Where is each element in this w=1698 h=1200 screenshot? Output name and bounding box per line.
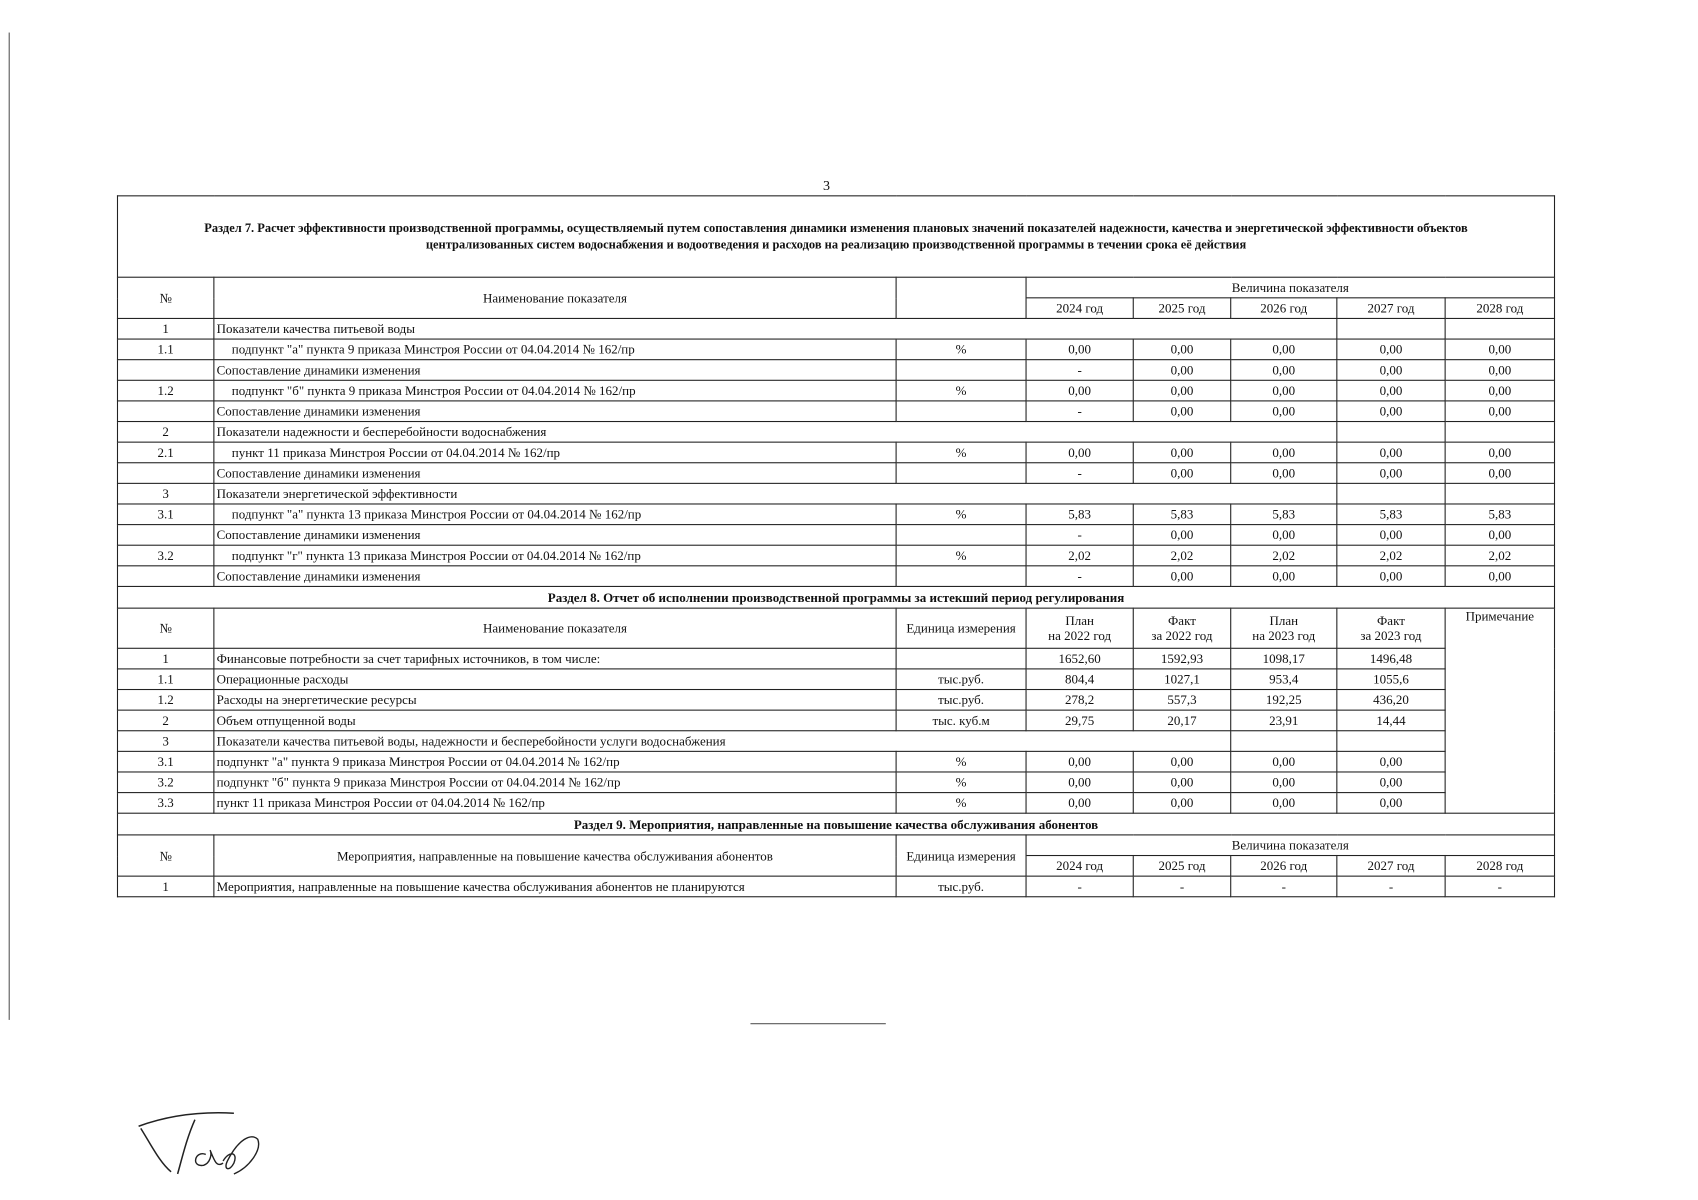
value-cell: 5,83	[1231, 504, 1337, 525]
value-cell: 0,00	[1133, 751, 1230, 772]
section8-row	[117, 731, 1554, 752]
table-cell	[1337, 483, 1445, 504]
indicator-name: подпункт "г" пункта 13 приказа Минстроя России от 04.04.2014 № 162/пр	[214, 545, 896, 566]
col-num-header: №	[117, 277, 213, 318]
col-unit-header	[896, 277, 1026, 318]
value-cell: 0,00	[1026, 793, 1133, 814]
section8-header-row	[117, 608, 1554, 648]
section7-row	[117, 401, 1554, 422]
section8-title-row	[117, 586, 1554, 608]
indicator-name: Операционные расходы	[214, 669, 896, 690]
table-cell	[1445, 483, 1554, 504]
value-cell: 804,4	[1026, 669, 1133, 690]
row-number: 3.2	[117, 772, 213, 793]
value-cell: 20,17	[1133, 710, 1230, 731]
period-year: на 2022 год	[1048, 628, 1112, 644]
page-number: 3	[823, 176, 831, 194]
section7-title-row	[117, 196, 1554, 277]
value-cell: 278,2	[1026, 690, 1133, 711]
value-cell: -	[1445, 876, 1554, 897]
unit-cell: тыс.руб.	[896, 669, 1026, 690]
value-cell: 0,00	[1337, 525, 1445, 546]
value-cell: 14,44	[1337, 710, 1445, 731]
value-cell: 0,00	[1026, 442, 1133, 463]
section7-row	[117, 380, 1554, 401]
value-cell: 1592,93	[1133, 648, 1230, 669]
report-table	[117, 195, 1555, 897]
section7-row	[117, 442, 1554, 463]
unit-cell: %	[896, 339, 1026, 360]
value-cell: 0,00	[1445, 360, 1554, 381]
row-number: 1	[117, 648, 213, 669]
row-number: 1.2	[117, 380, 213, 401]
row-number: 3.3	[117, 793, 213, 814]
section7-header-row	[117, 277, 1554, 298]
value-cell: 436,20	[1337, 690, 1445, 711]
col-name-header: Мероприятия, направленные на повышение качества обслуживания абонентов	[214, 835, 896, 876]
value-cell: 2,02	[1133, 545, 1230, 566]
value-cell: 0,00	[1337, 566, 1445, 587]
measure-name: Мероприятия, направленные на повышение качества обслуживания абонентов не планируются	[214, 876, 896, 897]
indicator-name: подпункт "а" пункта 9 приказа Минстроя России от 04.04.2014 № 162/пр	[214, 751, 896, 772]
row-number: 1.1	[117, 339, 213, 360]
value-cell: 0,00	[1133, 566, 1230, 587]
indicator-name: Сопоставление динамики изменения	[214, 463, 896, 484]
section8-row	[117, 793, 1554, 814]
period-header	[1337, 608, 1445, 648]
row-number	[117, 525, 213, 546]
group-name: Показатели качества питьевой воды	[214, 318, 1337, 339]
value-cell: -	[1026, 401, 1133, 422]
section8-row	[117, 710, 1554, 731]
unit-cell: %	[896, 772, 1026, 793]
year-header: 2025 год	[1133, 856, 1230, 877]
value-cell: 0,00	[1337, 401, 1445, 422]
section7-row	[117, 422, 1554, 443]
report-sheet	[117, 195, 1554, 897]
section8-title: Раздел 8. Отчет об исполнении производственной программы за истекший период регулирования	[117, 586, 1554, 608]
value-cell: 0,00	[1133, 339, 1230, 360]
section8-row	[117, 648, 1554, 669]
unit-cell	[896, 463, 1026, 484]
row-number	[117, 566, 213, 587]
group-name: Показатели надежности и бесперебойности водоснабжения	[214, 422, 1337, 443]
value-cell: 5,83	[1026, 504, 1133, 525]
unit-cell: %	[896, 545, 1026, 566]
indicator-name: Расходы на энергетические ресурсы	[214, 690, 896, 711]
table-cell	[1337, 731, 1445, 752]
indicator-name: Сопоставление динамики изменения	[214, 566, 896, 587]
year-header: 2024 год	[1026, 856, 1133, 877]
section8-row	[117, 751, 1554, 772]
value-cell: 0,00	[1445, 339, 1554, 360]
value-cell: 2,02	[1337, 545, 1445, 566]
value-cell: 0,00	[1231, 442, 1337, 463]
value-cell: 5,83	[1337, 504, 1445, 525]
value-cell: -	[1026, 463, 1133, 484]
year-header: 2025 год	[1133, 298, 1230, 319]
section7-row	[117, 483, 1554, 504]
table-cell	[1337, 318, 1445, 339]
period-type: Факт	[1168, 613, 1196, 629]
section7-row	[117, 360, 1554, 381]
value-cell: 23,91	[1231, 710, 1337, 731]
value-group-header: Величина показателя	[1026, 835, 1554, 856]
unit-cell	[896, 401, 1026, 422]
year-header: 2028 год	[1445, 298, 1554, 319]
left-margin-line	[9, 33, 10, 1020]
value-cell: 5,83	[1133, 504, 1230, 525]
value-cell: 0,00	[1231, 380, 1337, 401]
value-cell: 1652,60	[1026, 648, 1133, 669]
footer-rule	[750, 1023, 885, 1024]
value-cell: -	[1026, 876, 1133, 897]
section8-row	[117, 669, 1554, 690]
group-name: Показатели качества питьевой воды, надежности и бесперебойности услуги водоснабжения	[214, 731, 1231, 752]
section9-row	[117, 876, 1554, 897]
indicator-name: подпункт "а" пункта 9 приказа Минстроя России от 04.04.2014 № 162/пр	[214, 339, 896, 360]
indicator-name: пункт 11 приказа Минстроя России от 04.04.2014 № 162/пр	[214, 442, 896, 463]
table-cell	[1445, 318, 1554, 339]
value-cell: 0,00	[1231, 463, 1337, 484]
value-cell: 0,00	[1231, 401, 1337, 422]
row-number	[117, 401, 213, 422]
value-cell: 0,00	[1337, 380, 1445, 401]
indicator-name: пункт 11 приказа Минстроя России от 04.04.2014 № 162/пр	[214, 793, 896, 814]
unit-cell	[896, 648, 1026, 669]
row-number: 1	[117, 876, 213, 897]
col-num-header: №	[117, 608, 213, 648]
value-cell: 0,00	[1337, 751, 1445, 772]
value-cell: 1098,17	[1231, 648, 1337, 669]
period-header	[1133, 608, 1230, 648]
row-number: 2	[117, 710, 213, 731]
handwritten-signature	[130, 1107, 271, 1183]
section7-row	[117, 545, 1554, 566]
value-cell: 0,00	[1337, 463, 1445, 484]
value-cell: 0,00	[1133, 442, 1230, 463]
value-cell: 0,00	[1445, 401, 1554, 422]
value-cell: 0,00	[1337, 339, 1445, 360]
value-cell: 2,02	[1231, 545, 1337, 566]
unit-cell	[896, 566, 1026, 587]
period-type: План	[1269, 613, 1299, 629]
value-cell: 192,25	[1231, 690, 1337, 711]
value-cell: 0,00	[1231, 525, 1337, 546]
indicator-name: подпункт "б" пункта 9 приказа Минстроя России от 04.04.2014 № 162/пр	[214, 380, 896, 401]
unit-cell	[896, 525, 1026, 546]
row-number: 3.2	[117, 545, 213, 566]
col-name-header: Наименование показателя	[214, 608, 896, 648]
value-cell: 0,00	[1026, 772, 1133, 793]
unit-cell: %	[896, 380, 1026, 401]
section9-header-row	[117, 835, 1554, 856]
group-name: Показатели энергетической эффективности	[214, 483, 1337, 504]
section7-row	[117, 463, 1554, 484]
value-cell: 0,00	[1133, 793, 1230, 814]
row-number: 1.1	[117, 669, 213, 690]
value-cell: 0,00	[1231, 339, 1337, 360]
value-cell: 0,00	[1445, 380, 1554, 401]
value-cell: 557,3	[1133, 690, 1230, 711]
value-cell: 0,00	[1445, 442, 1554, 463]
value-cell: 1055,6	[1337, 669, 1445, 690]
row-number: 3	[117, 731, 213, 752]
period-type: Факт	[1377, 613, 1405, 629]
table-cell	[1445, 422, 1554, 443]
value-cell: 0,00	[1231, 751, 1337, 772]
col-num-header: №	[117, 835, 213, 876]
value-cell: -	[1337, 876, 1445, 897]
row-number: 2.1	[117, 442, 213, 463]
row-number: 3	[117, 483, 213, 504]
section7-title: Раздел 7. Расчет эффективности производственной программы, осуществляемый путем сопоставления динамики изменения плановых значений показателей надежности, качества и энергетической эффективности объектов централизованных систем водоснабжения и водоотведения и расходов на реализацию производственной программы в течении срока её действия	[117, 196, 1554, 277]
period-year: за 2022 год	[1151, 628, 1213, 644]
row-number: 1.2	[117, 690, 213, 711]
value-cell: 0,00	[1337, 772, 1445, 793]
indicator-name: Сопоставление динамики изменения	[214, 525, 896, 546]
unit-cell: тыс.руб.	[896, 876, 1026, 897]
section8-row	[117, 772, 1554, 793]
value-cell: 0,00	[1337, 793, 1445, 814]
value-cell: 29,75	[1026, 710, 1133, 731]
value-cell: 0,00	[1231, 772, 1337, 793]
value-cell: 0,00	[1133, 360, 1230, 381]
value-cell: 1027,1	[1133, 669, 1230, 690]
unit-cell: тыс.руб.	[896, 690, 1026, 711]
period-year: за 2023 год	[1360, 628, 1422, 644]
indicator-name: Сопоставление динамики изменения	[214, 401, 896, 422]
section7-row	[117, 318, 1554, 339]
year-header: 2027 год	[1337, 856, 1445, 877]
year-header: 2027 год	[1337, 298, 1445, 319]
table-body	[117, 196, 1554, 897]
unit-cell	[896, 360, 1026, 381]
indicator-name: Финансовые потребности за счет тарифных источников, в том числе:	[214, 648, 896, 669]
section7-row	[117, 339, 1554, 360]
value-cell: 0,00	[1133, 525, 1230, 546]
col-unit-header: Единица измерения	[896, 835, 1026, 876]
section7-row	[117, 525, 1554, 546]
value-cell: 0,00	[1133, 463, 1230, 484]
row-number: 2	[117, 422, 213, 443]
value-cell: 0,00	[1133, 380, 1230, 401]
row-number	[117, 463, 213, 484]
unit-cell: тыс. куб.м	[896, 710, 1026, 731]
value-cell: 0,00	[1026, 380, 1133, 401]
unit-cell: %	[896, 442, 1026, 463]
value-cell: 0,00	[1231, 793, 1337, 814]
row-number: 3.1	[117, 504, 213, 525]
period-type: План	[1065, 613, 1094, 629]
section7-row	[117, 504, 1554, 525]
row-number: 1	[117, 318, 213, 339]
value-cell: -	[1026, 525, 1133, 546]
value-cell: 0,00	[1445, 463, 1554, 484]
value-cell: 0,00	[1133, 772, 1230, 793]
section7-row	[117, 566, 1554, 587]
row-number: 3.1	[117, 751, 213, 772]
value-cell: 0,00	[1337, 442, 1445, 463]
table-cell	[1231, 731, 1337, 752]
section8-row	[117, 690, 1554, 711]
indicator-name: Сопоставление динамики изменения	[214, 360, 896, 381]
value-cell: 1496,48	[1337, 648, 1445, 669]
year-header: 2026 год	[1231, 298, 1337, 319]
value-cell: -	[1026, 566, 1133, 587]
unit-cell: %	[896, 751, 1026, 772]
col-unit-header: Единица измерения	[896, 608, 1026, 648]
indicator-name: Объем отпущенной воды	[214, 710, 896, 731]
value-cell: 0,00	[1026, 339, 1133, 360]
value-cell: 2,02	[1445, 545, 1554, 566]
section9-title-row	[117, 813, 1554, 835]
col-name-header: Наименование показателя	[214, 277, 896, 318]
value-cell: -	[1026, 360, 1133, 381]
value-cell: 0,00	[1337, 360, 1445, 381]
row-number	[117, 360, 213, 381]
section9-title: Раздел 9. Мероприятия, направленные на повышение качества обслуживания абонентов	[117, 813, 1554, 835]
year-header: 2028 год	[1445, 856, 1554, 877]
value-cell: 0,00	[1133, 401, 1230, 422]
unit-cell: %	[896, 793, 1026, 814]
value-cell: 0,00	[1026, 751, 1133, 772]
value-cell: 0,00	[1231, 360, 1337, 381]
value-cell: 953,4	[1231, 669, 1337, 690]
indicator-name: подпункт "б" пункта 9 приказа Минстроя России от 04.04.2014 № 162/пр	[214, 772, 896, 793]
year-header: 2024 год	[1026, 298, 1133, 319]
note-header: Примечание	[1445, 608, 1554, 813]
value-group-header: Величина показателя	[1026, 277, 1554, 298]
value-cell: 0,00	[1445, 525, 1554, 546]
period-header	[1026, 608, 1133, 648]
indicator-name: подпункт "а" пункта 13 приказа Минстроя России от 04.04.2014 № 162/пр	[214, 504, 896, 525]
year-header: 2026 год	[1231, 856, 1337, 877]
period-year: на 2023 год	[1252, 628, 1316, 644]
value-cell: -	[1133, 876, 1230, 897]
value-cell: 2,02	[1026, 545, 1133, 566]
value-cell: -	[1231, 876, 1337, 897]
value-cell: 5,83	[1445, 504, 1554, 525]
value-cell: 0,00	[1231, 566, 1337, 587]
value-cell: 0,00	[1445, 566, 1554, 587]
unit-cell: %	[896, 504, 1026, 525]
table-cell	[1337, 422, 1445, 443]
period-header	[1231, 608, 1337, 648]
